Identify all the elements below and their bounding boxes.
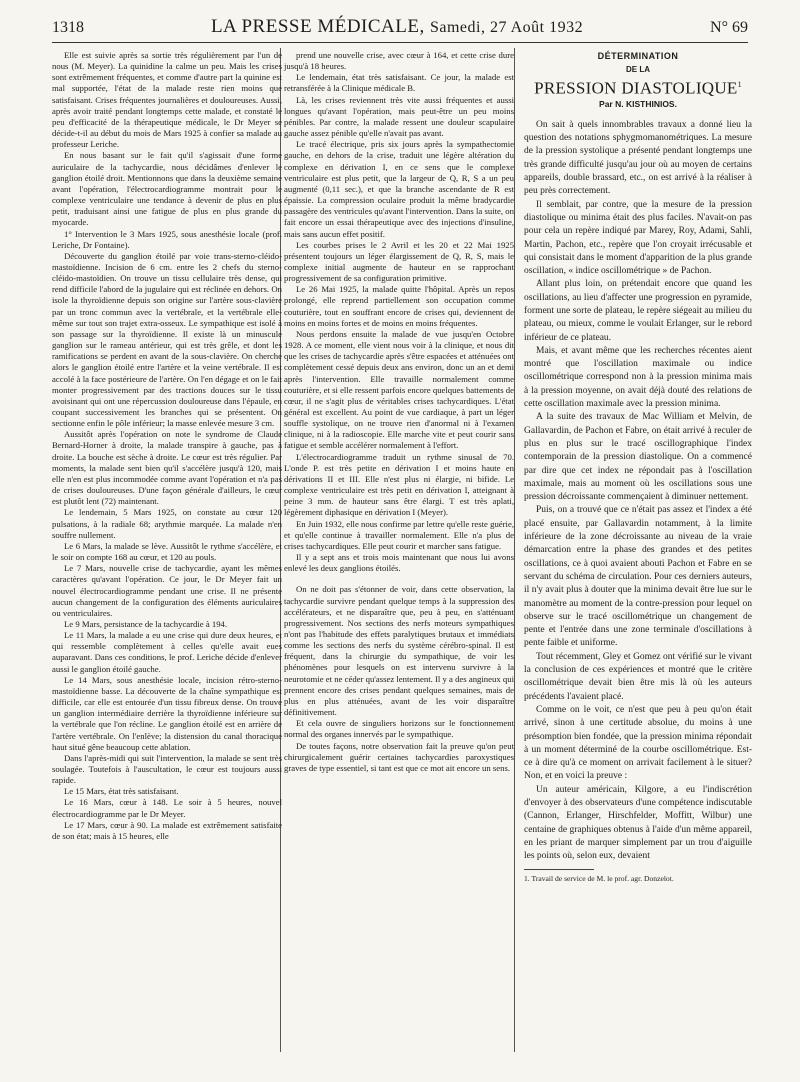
paragraph: Les courbes prises le 2 Avril et les 20 et 22 Mai 1925 présentent toujours un léger élargissement de Q, R, S, mais le complexe initial augmente de hauteur en se rapprochant progressivement de sa configuration primitive. [284, 239, 514, 284]
paragraph: Le 26 Mai 1925, la malade quitte l'hôpital. Après un repos prolongé, elle reprend partiellement son occupation comme couturière, tout en souffrant encore de crises qui, deviennent de moins en moins fortes et de moins en moins fréquentes. [284, 284, 514, 328]
paragraph: Mais, et avant même que les recherches récentes aient montré que l'oscillation maximale ou indice oscillométrique correspond non à la pression minima mais à la pression moyenne, on avait déjà douté des relations de cette oscillation maximale avec la pression minima. [524, 345, 752, 410]
paragraph: Il semblait, par contre, que la mesure de la pression diastolique ou minima était des plus faciles. N'avait-on pas pour cela un repère indiqué par Marey, Roy, Adami, Sahli, Martin, Pachon, etc., repère que l'on croyait irrécusable et qui consistait dans le moment d'apparition de la plus grande oscillation, « indice oscillométrique » de Pachon. [524, 199, 752, 277]
paragraph: De toutes façons, notre observation fait la preuve qu'on peut chirurgicalement guérir certaines tachycardies paroxystiques graves de type essentiel, si tant est que ce mot ait encore un sens. [284, 740, 514, 773]
paragraph: On ne doit pas s'étonner de voir, dans cette observation, la tachycardie survivre pendant quelque temps à la suppression des accélérateurs, et ne disparaître que, peu à peu, en s'atténuant progressivement. Nos sections des nerfs moteurs sympathiques n'ont pas l'habitude des effets paralytiques brutaux et immédiats comme les sections des nerfs du système cérébro-spinal. Il est fréquent, dans la chirurgie du sympathique, de voir les phénomènes pour lesquels on est intervenu survivre à la neurotomie et ne céder qu'assez lentement. Il y a des angineux qui prennent encore des crises pendant quelques semaines, mais de plus en plus atténuées, avant de les voir disparaître définitivement. [284, 584, 514, 718]
paragraph: Un auteur américain, Kilgore, a eu l'indiscrétion d'envoyer à des observateurs d'une compétence indiscutable (Cannon, Erlanger, Hirschfelder, Moffitt, Wilbur) une centaine de graphiques obtenus à l'aide d'un même appareil, en les priant de marquer simplement par un trou d'aiguille les points où, selon eux, devaient [524, 784, 752, 862]
article-kicker-2: DE LA [626, 65, 650, 75]
journal-masthead [211, 16, 583, 38]
paragraph: Le 15 Mars, état très satisfaisant. [64, 786, 179, 797]
paragraph: Découverte du ganglion étoilé par voie trans-sterno-cléido-mastoïdienne. Incision de 6 cm. entre les 2 chefs du sterno-cléido-mastoïdien. On trouve un tissu cellulaire très dense, qui rend difficile l'abord de la jugulaire qui est réclinée en dehors. On isole la thyroïdienne depuis son origine sur l'artère sous-clavière par un tronc commun avec la vertébrale, et la vertébrale elle-même sur tout son trajet extra-osseux. Le sympathique est isolé à son passage sur la thyroïdienne. Il existe là un minuscule ganglion sur le rameau antérieur, qui est très grêle, et dont les ramifications se perdent en avant de la sous-clavière. On cherche alors le ganglion étoilé entre l'artère et la veine vertébrale. Il est accolé à la face postérieure de l'artère. On l'en dégage et on le fait monter progressivement par des tractions douces sur le tissu avoisinant qui ont une répercussion douloureuse dans l'épaule, en coupant successivement les branches qui se présentent. On sectionne enfin le pôle inférieur; la masse enlevée mesure 3 cm. [52, 250, 282, 429]
page-header [52, 16, 748, 42]
paragraph: Puis, on a trouvé que ce n'était pas assez et l'index a été placé ensuite, par Gallavardin notamment, à la limite inférieure de la zone décroissante au niveau de la vraie démarcation entre la phase des grandes et des petites oscillations, ce à quoi avaient abouti Pachon et Fabre en se servant du schéma de circulation. Pour ces derniers auteurs, il n'y avait plus à douter que la minima devait être lue sur le manomètre au moment de la contre-pression pour lequel on observe sur le tracé oscillométrique un changement de pente et l'entrée dans une zone terminale d'oscillations à pente faible et uniforme. [524, 505, 752, 649]
column-left [52, 50, 282, 842]
paragraph: Allant plus loin, on prétendait encore que quand les oscillations, au lieu d'affecter une progression en pyramide, forment une sorte de plateau, le repère siégeait au milieu du plateau, ou mieux, comme le voulait Erlanger, sur le rebord inférieur de ce plateau. [524, 279, 752, 343]
paragraph: Là, les crises reviennent très vite aussi fréquentes et aussi longues qu'avant l'opération, mais peut-être un peu moins pénibles. Par contre, la malade ressent une douleur scapulaire gauche assez pénible qu'elle n'avait pas avant. [284, 94, 514, 139]
paragraph: Le lendemain, 5 Mars 1925, on constate au cœur 120 pulsations, à la radiale 68; arythmie marquée. La malade n'en souffre nullement. [52, 507, 282, 540]
paragraph: Dans l'après-midi qui suit l'intervention, la malade se sent très soulagée. Toutefois à l'auscultation, le cœur est toujours aussi rapide. [52, 752, 282, 786]
article-heading [524, 50, 752, 111]
paragraph: L'électrocardiogramme traduit un rythme sinusal de 70. L'onde P. est très petite en dérivation I et moins haute en dérivations II et III. Elle n'est plus ni élargie, ni bifide. Le complexe ventriculaire est très petit en dérivation I, atteignant à peine 3 mm. de hauteur sans être élargi. T est très aplati, légèrement diphasique en dérivation I (Meyer). [284, 451, 514, 518]
paragraph: Le 17 Mars, cœur à 90. La malade est extrêmement satisfaite de son état; mais à 15 heures, elle [52, 819, 282, 841]
article-title [524, 78, 752, 98]
paragraph: Tout récemment, Gley et Gomez ont vérifié sur le vivant la conclusion de ces expériences et montré que le critère oscillométrique devait bien être mis là où les auteurs précédents l'avaient placé. [524, 651, 752, 702]
paragraph: Le 14 Mars, sous anesthésie locale, incision rétro-sterno-mastoïdienne basse. La découverte de la chaîne sympathique est difficile, car elle est entourée d'un tissu fibreux dense. On trouve un ganglion intermédiaire derrière la thyroïdienne inférieure sur la vertébrale que l'on récline. Le ganglion étoilé est en arrière de l'artère vertébrale. On l'enlève; la distension du canal thoracique haut situé gêne beaucoup cette ablation. [52, 674, 282, 752]
paragraph: Le 11 Mars, la malade a eu une crise qui dure deux heures, et qui ressemble complètement à celles qu'elle avait eues auparavant. Dans ces conditions, le prof. Leriche décide d'enlever aussi le ganglion étoilé gauche. [52, 630, 282, 674]
article-title-text: PRESSION DIASTOLIQUE [534, 78, 738, 98]
paragraph: prend une nouvelle crise, avec cœur à 164, et cette crise dure jusqu'à 18 heures. [284, 50, 514, 72]
header-rule [52, 42, 748, 43]
paragraph: En nous basant sur le fait qu'il s'agissait d'une forme auriculaire de la tachycardie, nous décidâmes d'enlever le ganglion étoilé droit. Mentionnons que dans la deuxième semaine avant l'opération, l'électrocardiogramme montrait pour le complexe ventriculaire une tendance à devenir de plus en plus petit, traduisant ainsi une fatigue de plus en plus grande du myocarde. [52, 150, 282, 228]
column-right-article [524, 50, 752, 884]
paragraph: Le 16 Mars, cœur à 148. Le soir à 5 heures, nouvel électrocardiogramme par le Dr Meyer. [52, 797, 282, 819]
paragraph: Comme on le voit, ce n'est que peu à peu qu'on était arrivé, sinon à une certitude absolue, du moins à une présomption bien fondée, que la pression minima répondait à un moment déterminé de la courbe oscillométrique. Est-ce à dire qu'à ce moment on arrivait facilement à le situer? Non, et en voici la preuve : [524, 704, 752, 782]
paragraph: Le lendemain, état très satisfaisant. Ce jour, la malade est retransférée à la Clinique médicale B. [284, 72, 514, 94]
journal-name: LA PRESSE MÉDICALE, [210, 16, 425, 37]
paragraph: Le 9 Mars, persistance de la tachycardie à 194. [64, 618, 228, 629]
paragraph: Le tracé électrique, pris six jours après la sympathectomie gauche, en dehors de la crise, traduit une légère altération du complexe en dérivation I, en ce sens que le complexe ventriculaire est plus petit, que la largeur de Q, R, S a un peu augmenté (0,11 sec.), et que la branche ascendante de R est épaissie. La compression oculaire produit la même bradycardie passagère des ventricules qu'avant l'intervention. Dans la suite, on fait encore un essai thérapeutique avec des injections d'insuline, mais sans aucun effet positif. [284, 139, 514, 239]
paragraph: 1° Intervention le 3 Mars 1925, sous anesthésie locale (prof. Leriche, Dr Fontaine). [52, 228, 282, 250]
paragraph: Le 6 Mars, la malade se lève. Aussitôt le rythme s'accélère, et le soir on compte 168 au cœur, et 120 au pouls. [52, 540, 282, 563]
paragraph: Nous perdons ensuite la malade de vue jusqu'en Octobre 1928. A ce moment, elle vient nous voir à la clinique, et nous dit que les crises de tachycardie après s'être espacées et atténuées ont complètement cessé depuis deux ans environ, donc un an et demi après l'intervention. Elle travaille normalement comme couturière, et si elle ressent parfois encore quelques battements de cœur, il ne s'agit plus de véritables crises tachycardiques. L'état général est excellent. Au point de vue cardiaque, à part un léger souffle systolique, on ne trouve rien d'anormal ni à l'examen clinique, ni à la radioscopie. Elle marche vite et peut courir sans fatigue et semble accélérer normalement à l'effort. [284, 328, 514, 451]
column-middle [284, 50, 514, 774]
paragraph: On sait à quels innombrables travaux a donné lieu la question des notations sphygmomanométriques. La mesure de la pression systolique a présenté pendant longtemps une très grande difficulté jusqu'au jour où au moyen de certains appareils, double brassard, etc., on est arrivé à la réaliser à peu près correctement. [524, 119, 752, 197]
title-footnote-mark: 1 [737, 79, 742, 89]
article-author: Par N. KISTHINIOS. [599, 98, 677, 109]
column-divider [514, 48, 515, 1052]
paragraph: Aussitôt après l'opération on note le syndrome de Claude Bernard-Horner à droite, la malade transpire à gauche, pas à droite. La bouche est sèche à droite. Le cœur est très régulier. Par moments, la malade sent bien qu'il s'accélère jusqu'à 120, mais elle n'en est plus incommodée comme avant l'opération et n'a pas de crises douloureuses. D'une façon générale d'ailleurs, le cœur est plutôt lent (72) maintenant. [52, 429, 282, 507]
paragraph: Elle est suivie après sa sortie très régulièrement par l'un de nous (M. Meyer). La quinidine la calme un peu. Mais les crises sont extrêmement fréquentes, et comme d'autre part la quinine est mal supportée, l'état de la malade reste rien moins que satisfaisant. Crises fréquentes journalières et douloureuses. Aussi, après avoir traité pendant longtemps cette malade, et constaté le peu d'efficacité de la thérapeutique médicale, le Dr Meyer se décide-t-il au début du mois de Mars 1925 à confier sa malade au professeur Leriche. [52, 50, 282, 150]
page-number: 1318 [52, 19, 84, 36]
footnote-rule [524, 869, 594, 870]
paragraph: Il y a sept ans et trois mois maintenant que nous lui avons enlevé les deux ganglions étoilés. [284, 552, 514, 574]
issue-number: N° 69 [710, 19, 748, 36]
article-kicker: DÉTERMINATION [597, 51, 679, 61]
paragraph: En Juin 1932, elle nous confirme par lettre qu'elle reste guérie, et qu'elle continue à travailler normalement. Elle n'a plus de crises tachycardiques. Elle peut courir et marcher sans fatigue. [284, 518, 514, 551]
paragraph: Le 7 Mars, nouvelle crise de tachycardie, ayant les mêmes caractères qu'avant l'opération. Ce jour, le Dr Meyer fait un nouvel électrocardiogramme pendant une crise. Il ne présente aucun changement de la configuration des éléments auriculaires ou ventriculaires. [52, 563, 282, 618]
paragraph: A la suite des travaux de Mac William et Melvin, de Gallavardin, de Pachon et Fabre, on était arrivé à reculer de plus en plus sur le tracé oscillographique l'index contemporain de la pression diastolique. On a commencé par dire que cet index ne répondait pas à l'oscillation maximale, mais au moment où les oscillations sous une pression décroissante commençaient à diminuer nettement. [524, 412, 752, 503]
paragraph: Et cela ouvre de singuliers horizons sur le fonctionnement normal des organes innervés par le sympathique. [284, 718, 514, 740]
footnote: 1. Travail de service de M. le prof. agr. Donzelot. [524, 874, 674, 884]
issue-date: Samedi, 27 Août 1932 [429, 19, 584, 36]
